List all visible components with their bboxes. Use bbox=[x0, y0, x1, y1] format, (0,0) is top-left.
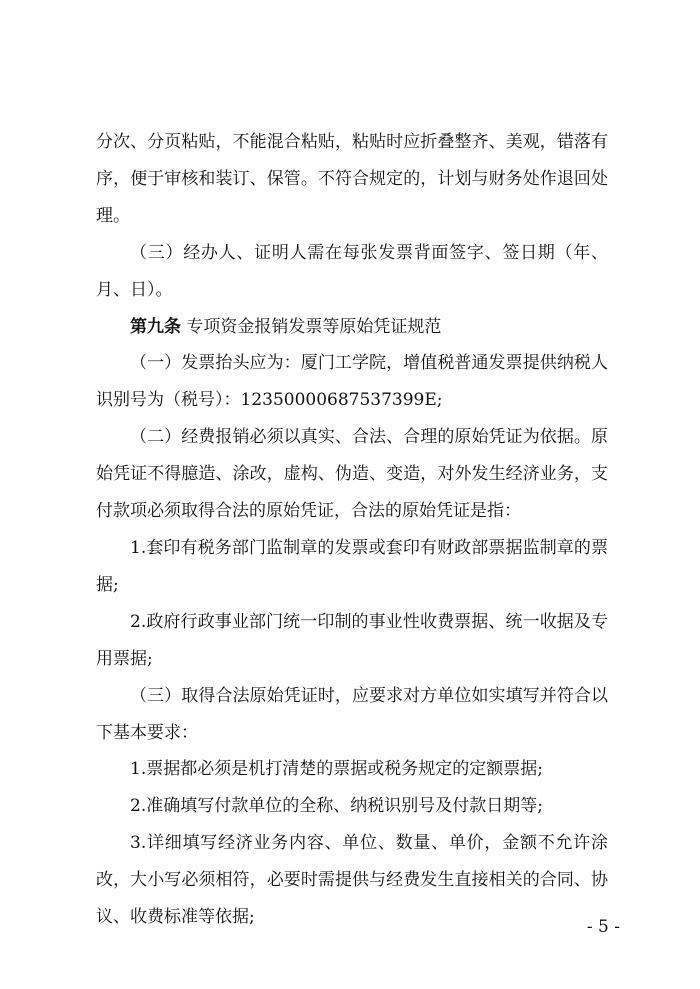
body-text bbox=[96, 124, 608, 936]
paragraph: （一）发票抬头应为：厦门工学院，增值税普通发票提供纳税人识别号为（税号）：12350000687537399E; bbox=[96, 353, 608, 411]
paragraph: 1.套印有税务部门监制章的发票或套印有财政部票据监制章的票据; bbox=[96, 537, 608, 595]
article-heading bbox=[96, 309, 608, 346]
paragraph: 分次、分页粘贴，不能混合粘贴，粘贴时应折叠整齐、美观，错落有序，便于审核和装订、保管。不符合规定的，计划与财务处作退回处理。 bbox=[96, 132, 608, 226]
paragraph: （二）经费报销必须以真实、合法、合理的原始凭证为依据。原始凭证不得臆造、涂改，虚构、伪造、变造，对外发生经济业务，支付款项必须取得合法的原始凭证，合法的原始凭证是指： bbox=[96, 427, 608, 522]
paragraph: 2.政府行政事业部门统一印制的事业性收费票据、统一收据及专用票据; bbox=[96, 611, 608, 669]
paragraph: 2.准确填写付款单位的全称、纳税识别号及付款日期等; bbox=[130, 796, 543, 817]
page-number: - 5 - bbox=[586, 917, 620, 937]
paragraph: （三）取得合法原始凭证时，应要求对方单位如实填写并符合以下基本要求： bbox=[96, 685, 608, 743]
article-title: 专项资金报销发票等原始凭证规范 bbox=[181, 316, 442, 337]
paragraph: 3.详细填写经济业务内容、单位、数量、单价，金额不允许涂改，大小写必须相符，必要时需提供与经费发生直接相关的合同、协议、收费标准等依据; bbox=[96, 833, 608, 928]
paragraph: （三）经办人、证明人需在每张发票背面签字、签日期（年、月、日）。 bbox=[96, 242, 608, 300]
paragraph: 1.票据都必须是机打清楚的票据或税务规定的定额票据; bbox=[130, 759, 543, 780]
article-number: 第九条 bbox=[130, 316, 181, 337]
